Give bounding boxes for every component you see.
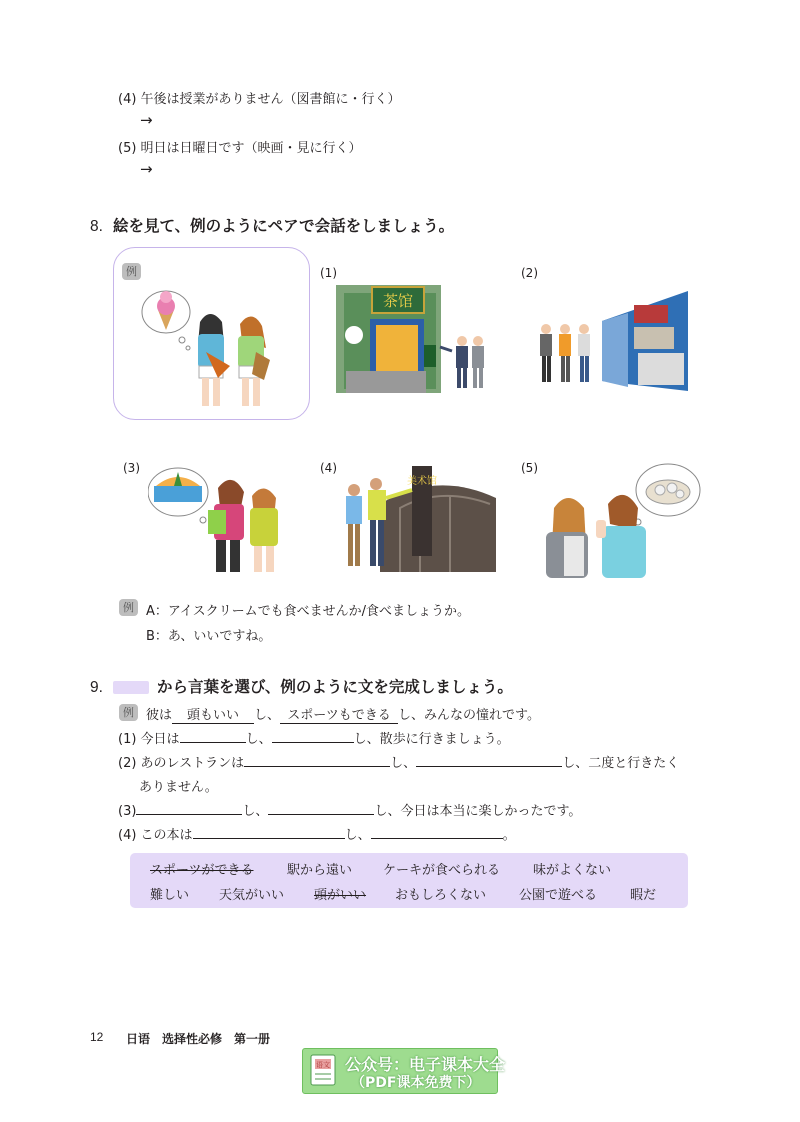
sentence-example-badge: 例 bbox=[119, 704, 138, 721]
example-illustration bbox=[138, 282, 288, 410]
teahouse-illustration bbox=[336, 285, 496, 393]
svg-text:语文: 语文 bbox=[316, 1061, 330, 1069]
fill-item-1: (1) 今日は し、 し、散歩に行きましょう。 bbox=[118, 728, 510, 747]
example-sentence: 彼は 頭もいい し、 スポーツもできる し、みんなの憧れです。 bbox=[146, 704, 540, 724]
word-choice: 公園で遊べる bbox=[519, 888, 598, 903]
answer-blank[interactable] bbox=[272, 728, 354, 743]
word-choice: 味がよくない bbox=[533, 863, 612, 878]
picture-label-3: (3) bbox=[123, 461, 140, 475]
tea-house-sign: 茶馆 bbox=[382, 292, 414, 310]
picture-label-4: (4) bbox=[320, 461, 337, 475]
word-choice: 難しい bbox=[150, 888, 190, 903]
museum-sign: 美术馆 bbox=[407, 476, 437, 487]
cinema-illustration bbox=[538, 291, 690, 391]
watermark-line-2: （PDF课本免费下） bbox=[351, 1075, 481, 1091]
word-choice: 天気がいい bbox=[219, 888, 285, 903]
example-fill-2: スポーツもできる bbox=[280, 704, 398, 724]
word-choice-used: 頭がいい bbox=[314, 888, 367, 903]
section-title: から言葉を選び、例のように文を完成しましょう。 bbox=[156, 678, 513, 696]
example-badge: 例 bbox=[122, 263, 141, 280]
word-choice: 駅から遠い bbox=[287, 863, 353, 878]
picture-label-5: (5) bbox=[521, 461, 538, 475]
exercise-item-5: (5) 明日は日曜日です（映画・見に行く） bbox=[118, 141, 362, 156]
page-number: 12 bbox=[90, 1030, 104, 1044]
dialog-example-badge: 例 bbox=[119, 599, 138, 616]
watermark-line-1: 公众号：电子课本大全 bbox=[345, 1055, 506, 1074]
section-number: 8. bbox=[90, 218, 103, 235]
museum-illustration bbox=[340, 464, 498, 574]
answer-blank[interactable] bbox=[416, 752, 562, 767]
picture-label-2: (2) bbox=[521, 266, 538, 280]
exercise-item-4: (4) 午後は授業がありません（図書館に・行く） bbox=[118, 92, 401, 107]
answer-blank[interactable] bbox=[136, 800, 242, 815]
word-choice-used: スポーツができる bbox=[150, 863, 254, 878]
section-9-heading bbox=[90, 675, 513, 697]
fill-item-3: (3) し、 し、今日は本当に楽しかったです。 bbox=[118, 800, 581, 819]
example-fill-1: 頭もいい bbox=[172, 704, 254, 724]
answer-blank[interactable] bbox=[371, 824, 503, 839]
fill-item-2: (2) あのレストランは し、 し、二度と行きたく bbox=[118, 752, 679, 771]
travel-illustration bbox=[148, 462, 278, 574]
word-choice: おもしろくない bbox=[395, 888, 487, 903]
watermark-banner bbox=[302, 1048, 506, 1094]
section-8-heading bbox=[90, 214, 454, 236]
answer-arrow: → bbox=[140, 160, 153, 178]
word-choice: ケーキが食べられる bbox=[383, 863, 501, 878]
answer-arrow: → bbox=[140, 111, 153, 129]
answer-blank[interactable] bbox=[244, 752, 390, 767]
answer-blank[interactable] bbox=[193, 824, 345, 839]
answer-blank[interactable] bbox=[180, 728, 246, 743]
book-icon bbox=[309, 1053, 341, 1089]
answer-blank[interactable] bbox=[268, 800, 374, 815]
section-title: 絵を見て、例のようにペアで会話をしましょう。 bbox=[112, 217, 455, 235]
picture-label-1: (1) bbox=[320, 266, 337, 280]
food-illustration bbox=[540, 460, 702, 578]
fill-item-2-continued: ありません。 bbox=[139, 780, 218, 795]
word-box-hint bbox=[113, 681, 149, 694]
dialog-line-a: A：アイスクリームでも食べませんか/食べましょうか。 bbox=[146, 604, 470, 619]
fill-item-4: (4) この本は し、 。 bbox=[118, 824, 516, 843]
word-choice: 暇だ bbox=[630, 888, 657, 903]
book-title: 日语 选择性必修 第一册 bbox=[126, 1032, 271, 1046]
dialog-line-b: B：あ、いいですね。 bbox=[146, 629, 272, 644]
section-number: 9. bbox=[90, 679, 103, 696]
